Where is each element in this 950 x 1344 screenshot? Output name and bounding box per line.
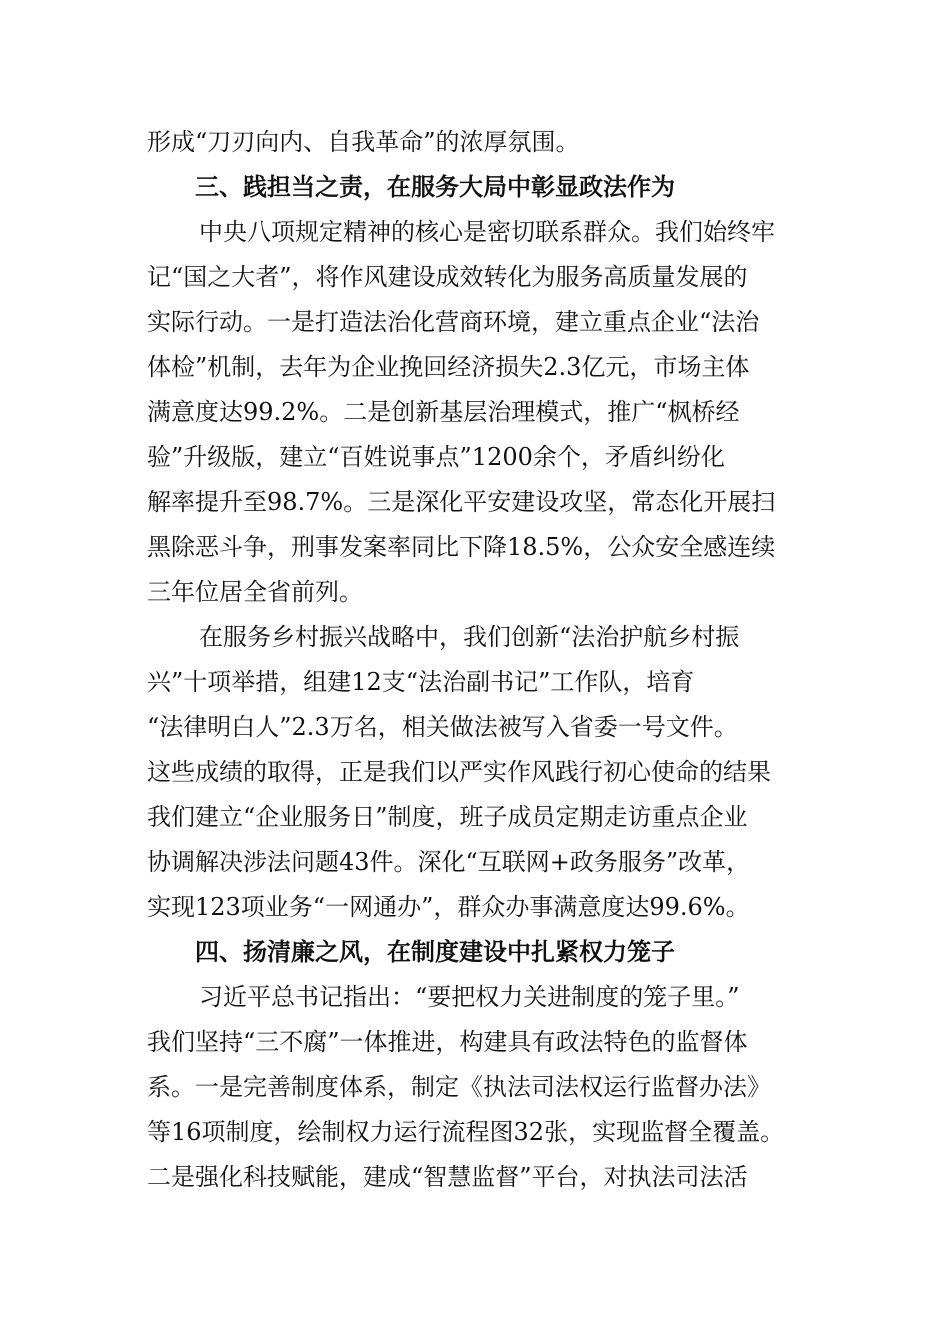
paragraph-line: 三年位居全省前列。	[147, 578, 363, 606]
section-heading-4: 四、扬清廉之风，在制度建设中扎紧权力笼子	[195, 938, 675, 966]
paragraph-line: 满意度达99.2%。二是创新基层治理模式，推广“枫桥经	[147, 398, 740, 426]
paragraph-line: 这些成绩的取得，正是我们以严实作风践行初心使命的结果	[147, 758, 771, 786]
paragraph-line: 兴”十项举措，组建12支“法治副书记”工作队，培育	[147, 668, 695, 696]
paragraph-line: 我们坚持“三不腐”一体推进，构建具有政法特色的监督体	[147, 1028, 748, 1056]
paragraph-line: 我们建立“企业服务日”制度，班子成员定期走访重点企业	[147, 803, 748, 831]
paragraph-line: 形成“刀刃向内、自我革命”的浓厚氛围。	[147, 128, 580, 156]
section-heading-3: 三、践担当之责，在服务大局中彰显政法作为	[195, 173, 675, 201]
paragraph-line: 实际行动。一是打造法治化营商环境，建立重点企业“法治	[147, 308, 760, 336]
paragraph-line: 二是强化科技赋能，建成“智慧监督”平台，对执法司法活	[147, 1163, 748, 1191]
paragraph-line: 协调解决涉法问题43件。深化“互联网+政务服务”改革，	[147, 848, 751, 876]
paragraph-line: 系。一是完善制度体系，制定《执法司法权运行监督办法》	[147, 1073, 771, 1101]
paragraph-line: 在服务乡村振兴战略中，我们创新“法治护航乡村振	[199, 623, 740, 651]
paragraph-line: 等16项制度，绘制权力运行流程图32张，实现监督全覆盖。	[147, 1118, 785, 1146]
paragraph-line: 习近平总书记指出：“要把权力关进制度的笼子里。”	[199, 983, 740, 1011]
paragraph-line: 黑除恶斗争，刑事发案率同比下降18.5%，公众安全感连续	[147, 533, 776, 561]
paragraph-line: 体检”机制，去年为企业挽回经济损失2.3亿元，市场主体	[147, 353, 750, 381]
paragraph-line: “法律明白人”2.3万名，相关做法被写入省委一号文件。	[147, 713, 738, 741]
paragraph-line: 验”升级版，建立“百姓说事点”1200余个，矛盾纠纷化	[147, 443, 725, 471]
paragraph-line: 实现123项业务“一网通办”，群众办事满意度达99.6%。	[147, 893, 750, 921]
paragraph-line: 解率提升至98.7%。三是深化平安建设攻坚，常态化开展扫	[147, 488, 776, 516]
paragraph-line: 中央八项规定精神的核心是密切联系群众。我们始终牢	[199, 218, 775, 246]
paragraph-line: 记“国之大者”，将作风建设成效转化为服务高质量发展的	[147, 263, 748, 291]
